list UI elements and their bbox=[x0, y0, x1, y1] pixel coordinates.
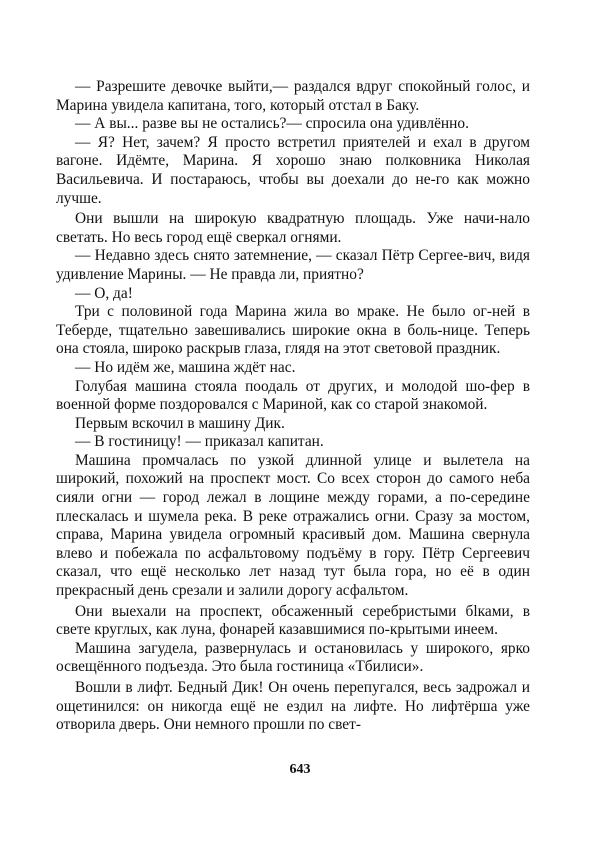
paragraph: Машина промчалась по узкой длинной улице и вылетела на широкий, похожий на проспект мост. Со всех сторон до самого неба сияли огни — город лежал в лощине между горами, а по-середине плескалась и шумела река. В реке отражались огни. Сразу за мостом, справа, Марина увидела огромный красивый дом. Машина свернула влево и побежала по асфальтовому подъёму в гору. Пётр Сергеевич сказал, что ещё несколько лет назад тут была гора, но её в один прекрасный день срезали и залили дорогу асфальтом. bbox=[56, 451, 530, 600]
document-page bbox=[56, 78, 530, 735]
paragraph: — В гостиницу! — приказал капитан. bbox=[75, 433, 324, 451]
paragraph: Голубая машина стояла поодаль от других, и молодой шо-фер в военной форме поздоровался с Мариной, как со старой знакомой. bbox=[56, 377, 530, 414]
paragraph: Вошли в лифт. Бедный Дик! Он очень перепугался, весь задрожал и ощетинился: он никогда ещё не ездил на лифте. Но лифтёрша уже отворила дверь. Они немного прошли по свет- bbox=[56, 679, 530, 734]
paragraph: Первым вскочил в машину Дик. bbox=[75, 414, 285, 432]
paragraph: — Разрешите девочке выйти,— раздался вдруг спокойный голос, и Марина увидела капитана, того, который отстал в Баку. bbox=[56, 78, 530, 114]
paragraph: — Но идём же, машина ждёт нас. bbox=[75, 358, 296, 376]
paragraph: — О, да! bbox=[75, 284, 133, 302]
paragraph: Три с половиной года Марина жила во мраке. Не было ог-ней в Теберде, тщательно завешивались широкие окна в боль-нице. Теперь она стояла, широко раскрыв глаза, глядя на этот световой праздник. bbox=[56, 303, 530, 358]
page-number: 643 bbox=[289, 762, 311, 777]
paragraph: — Я? Нет, зачем? Я просто встретил приятелей и ехал в другом вагоне. Идёмте, Марина. Я хорошо знаю полковника Николая Васильевича. И постараюсь, чтобы вы доехали до не-го как можно лучше. bbox=[56, 133, 530, 207]
paragraph: — А вы... разве вы не остались?— спросила она удивлённо. bbox=[75, 115, 469, 133]
paragraph: Они вышли на широкую квадратную площадь. Уже начи-нало светать. Но весь город ещё сверкал огнями. bbox=[56, 210, 530, 246]
paragraph: Они выехали на проспект, обсаженный серебристыми бlками, в свете круглых, как луна, фонарей казавшимися по-крытыми инеем. bbox=[56, 602, 530, 639]
paragraph: — Недавно здесь снято затемнение, — сказал Пётр Сергее-вич, видя удивление Марины. — Не правда ли, приятно? bbox=[56, 247, 530, 283]
paragraph: Машина загудела, развернулась и остановилась у широкого, ярко освещённого подъезда. Это была гостиница «Тбилиси». bbox=[56, 639, 530, 676]
